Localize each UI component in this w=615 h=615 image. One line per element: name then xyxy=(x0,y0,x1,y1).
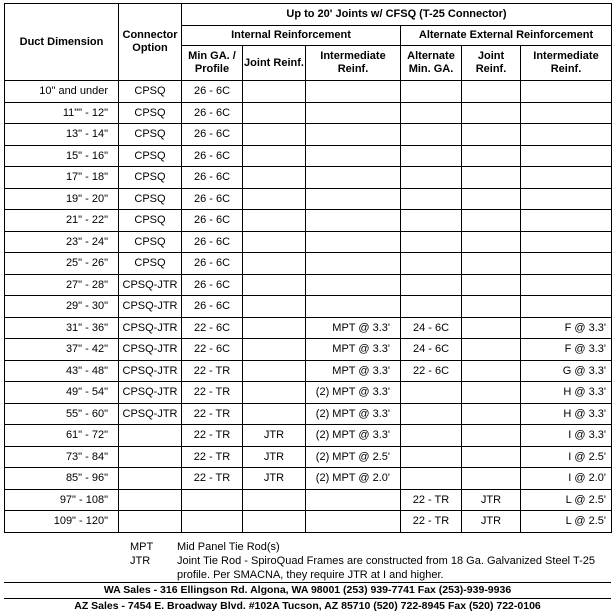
intermediate-reinf-cell xyxy=(306,511,401,533)
ext-joint-reinf-cell xyxy=(462,102,521,124)
ext-joint-reinf-cell xyxy=(462,339,521,361)
connector-option-header: Connector Option xyxy=(119,4,182,81)
intermediate-reinf-cell xyxy=(306,102,401,124)
duct-dimension-cell: 15" - 16" xyxy=(5,145,119,167)
min-ga-cell xyxy=(182,511,243,533)
table-row xyxy=(5,382,612,404)
duct-dimension-cell: 29" - 30" xyxy=(5,296,119,318)
ext-intermediate-reinf-cell xyxy=(521,274,612,296)
ext-intermediate-reinf-cell xyxy=(521,102,612,124)
min-ga-cell: 22 - TR xyxy=(182,468,243,490)
ext-intermediate-reinf-cell xyxy=(521,81,612,103)
connector-option-cell: CPSQ xyxy=(119,167,182,189)
intermediate-reinf-cell xyxy=(306,145,401,167)
connector-option-cell: CPSQ-JTR xyxy=(119,360,182,382)
joint-reinf-cell xyxy=(243,339,306,361)
ext-intermediate-reinf-cell xyxy=(521,253,612,275)
ext-joint-reinf-cell xyxy=(462,274,521,296)
intermediate-reinf-cell xyxy=(306,124,401,146)
ext-intermediate-reinf-cell: I @ 2.5' xyxy=(521,446,612,468)
intermediate-reinf-cell: (2) MPT @ 3.3' xyxy=(306,403,401,425)
ext-joint-reinf-cell xyxy=(462,382,521,404)
legend-item-jtr xyxy=(130,554,597,582)
external-reinforcement-header: Alternate External Reinforcement xyxy=(401,26,612,46)
ext-joint-reinf-cell xyxy=(462,167,521,189)
duct-dimension-cell: 23" - 24" xyxy=(5,231,119,253)
table-row xyxy=(5,339,612,361)
joint-reinf-cell xyxy=(243,489,306,511)
joint-reinf-cell xyxy=(243,296,306,318)
ext-intermediate-reinf-header: Intermediate Reinf. xyxy=(521,46,612,81)
intermediate-reinf-cell xyxy=(306,253,401,275)
ext-intermediate-reinf-cell xyxy=(521,210,612,232)
legend-desc: Joint Tie Rod - SpiroQuad Frames are constructed from 18 Ga. Galvanized Steel T-25 profile. Per SMACNA, they require JTR at I and higher. xyxy=(177,555,595,581)
min-ga-cell: 22 - TR xyxy=(182,446,243,468)
min-ga-cell: 22 - TR xyxy=(182,425,243,447)
intermediate-reinf-header: Intermediate Reinf. xyxy=(306,46,401,81)
joint-reinf-cell xyxy=(243,382,306,404)
ext-joint-reinf-cell xyxy=(462,317,521,339)
joint-reinf-cell xyxy=(243,511,306,533)
joint-reinf-cell: JTR xyxy=(243,446,306,468)
connector-option-cell: CPSQ xyxy=(119,231,182,253)
legend-abbr: JTR xyxy=(130,555,151,567)
connector-option-cell xyxy=(119,511,182,533)
ext-intermediate-reinf-cell xyxy=(521,124,612,146)
table-body xyxy=(5,81,612,533)
table-row xyxy=(5,317,612,339)
joint-reinf-cell xyxy=(243,360,306,382)
intermediate-reinf-cell xyxy=(306,231,401,253)
ext-joint-reinf-cell xyxy=(462,253,521,275)
alt-min-ga-cell xyxy=(401,274,462,296)
joint-reinf-cell xyxy=(243,167,306,189)
ext-joint-reinf-cell xyxy=(462,425,521,447)
ext-joint-reinf-cell: JTR xyxy=(462,489,521,511)
ext-joint-reinf-cell xyxy=(462,188,521,210)
intermediate-reinf-cell xyxy=(306,81,401,103)
duct-dimension-cell: 55" - 60" xyxy=(5,403,119,425)
connector-option-cell xyxy=(119,446,182,468)
alt-min-ga-header: Alternate Min. GA. xyxy=(401,46,462,81)
connector-option-cell: CPSQ-JTR xyxy=(119,339,182,361)
ext-intermediate-reinf-cell: I @ 3.3' xyxy=(521,425,612,447)
alt-min-ga-cell: 22 - TR xyxy=(401,489,462,511)
min-ga-cell: 22 - TR xyxy=(182,403,243,425)
intermediate-reinf-cell xyxy=(306,167,401,189)
duct-dimension-cell: 109" - 120" xyxy=(5,511,119,533)
table-row xyxy=(5,81,612,103)
joint-reinf-cell: JTR xyxy=(243,468,306,490)
alt-min-ga-cell xyxy=(401,167,462,189)
alt-min-ga-cell xyxy=(401,296,462,318)
alt-min-ga-cell xyxy=(401,124,462,146)
joint-reinf-cell xyxy=(243,124,306,146)
alt-min-ga-cell xyxy=(401,425,462,447)
duct-dimension-cell: 11"" - 12" xyxy=(5,102,119,124)
alt-min-ga-cell xyxy=(401,468,462,490)
duct-dimension-cell: 43" - 48" xyxy=(5,360,119,382)
connector-option-cell: CPSQ-JTR xyxy=(119,296,182,318)
duct-dimension-cell: 21" - 22" xyxy=(5,210,119,232)
min-ga-cell: 26 - 6C xyxy=(182,167,243,189)
ext-intermediate-reinf-cell: H @ 3.3' xyxy=(521,382,612,404)
min-ga-cell: 22 - 6C xyxy=(182,317,243,339)
alt-min-ga-cell xyxy=(401,231,462,253)
intermediate-reinf-cell: MPT @ 3.3' xyxy=(306,360,401,382)
table-row xyxy=(5,167,612,189)
table-row xyxy=(5,231,612,253)
table-row xyxy=(5,102,612,124)
connector-option-cell: CPSQ xyxy=(119,210,182,232)
alt-min-ga-cell: 22 - TR xyxy=(401,511,462,533)
table-row xyxy=(5,124,612,146)
duct-dimension-cell: 97" - 108" xyxy=(5,489,119,511)
group-title-header: Up to 20' Joints w/ CFSQ (T-25 Connector) xyxy=(182,4,612,26)
alt-min-ga-cell: 24 - 6C xyxy=(401,317,462,339)
table-row xyxy=(5,210,612,232)
min-ga-cell: 22 - TR xyxy=(182,382,243,404)
intermediate-reinf-cell: MPT @ 3.3' xyxy=(306,339,401,361)
ext-intermediate-reinf-cell: G @ 3.3' xyxy=(521,360,612,382)
duct-dimension-cell: 19" - 20" xyxy=(5,188,119,210)
ext-intermediate-reinf-cell: F @ 3.3' xyxy=(521,317,612,339)
duct-dimension-cell: 37" - 42" xyxy=(5,339,119,361)
duct-dimension-cell: 13" - 14" xyxy=(5,124,119,146)
ext-joint-reinf-cell xyxy=(462,468,521,490)
connector-option-cell xyxy=(119,425,182,447)
alt-min-ga-cell xyxy=(401,81,462,103)
alt-min-ga-cell xyxy=(401,102,462,124)
min-ga-cell: 26 - 6C xyxy=(182,210,243,232)
duct-dimension-header: Duct Dimension xyxy=(5,4,119,81)
reinforcement-table xyxy=(4,3,612,533)
table-row xyxy=(5,296,612,318)
intermediate-reinf-cell xyxy=(306,296,401,318)
connector-option-cell: CPSQ xyxy=(119,102,182,124)
footer-az-sales: AZ Sales - 7454 E. Broadway Blvd. #102A Tucson, AZ 85710 (520) 722-8945 Fax (520) 722-0106 xyxy=(4,598,611,612)
intermediate-reinf-cell: MPT @ 3.3' xyxy=(306,317,401,339)
min-ga-cell: 26 - 6C xyxy=(182,274,243,296)
joint-reinf-cell xyxy=(243,145,306,167)
min-ga-cell xyxy=(182,489,243,511)
connector-option-cell: CPSQ xyxy=(119,253,182,275)
ext-joint-reinf-cell xyxy=(462,296,521,318)
table-row xyxy=(5,446,612,468)
min-ga-profile-header: Min GA. / Profile xyxy=(182,46,243,81)
alt-min-ga-cell xyxy=(401,188,462,210)
min-ga-cell: 26 - 6C xyxy=(182,124,243,146)
ext-joint-reinf-cell xyxy=(462,360,521,382)
duct-dimension-cell: 25" - 26" xyxy=(5,253,119,275)
ext-intermediate-reinf-cell: L @ 2.5' xyxy=(521,511,612,533)
intermediate-reinf-cell: (2) MPT @ 2.5' xyxy=(306,446,401,468)
ext-intermediate-reinf-cell xyxy=(521,167,612,189)
intermediate-reinf-cell xyxy=(306,489,401,511)
duct-dimension-cell: 10" and under xyxy=(5,81,119,103)
duct-dimension-cell: 85" - 96" xyxy=(5,468,119,490)
ext-intermediate-reinf-cell xyxy=(521,145,612,167)
ext-joint-reinf-cell xyxy=(462,231,521,253)
connector-option-cell xyxy=(119,468,182,490)
ext-joint-reinf-cell xyxy=(462,81,521,103)
intermediate-reinf-cell: (2) MPT @ 2.0' xyxy=(306,468,401,490)
table-row xyxy=(5,253,612,275)
ext-joint-reinf-cell xyxy=(462,124,521,146)
ext-intermediate-reinf-cell: H @ 3.3' xyxy=(521,403,612,425)
ext-intermediate-reinf-cell: L @ 2.5' xyxy=(521,489,612,511)
min-ga-cell: 26 - 6C xyxy=(182,145,243,167)
joint-reinf-cell xyxy=(243,210,306,232)
ext-joint-reinf-header: Joint Reinf. xyxy=(462,46,521,81)
table-row xyxy=(5,425,612,447)
legend-abbr: MPT xyxy=(130,541,154,553)
joint-reinf-header: Joint Reinf. xyxy=(243,46,306,81)
intermediate-reinf-cell: (2) MPT @ 3.3' xyxy=(306,382,401,404)
min-ga-cell: 26 - 6C xyxy=(182,102,243,124)
connector-option-cell: CPSQ xyxy=(119,188,182,210)
duct-dimension-cell: 27" - 28" xyxy=(5,274,119,296)
ext-intermediate-reinf-cell: F @ 3.3' xyxy=(521,339,612,361)
duct-dimension-cell: 49" - 54" xyxy=(5,382,119,404)
alt-min-ga-cell xyxy=(401,446,462,468)
table-row xyxy=(5,360,612,382)
legend-item-mpt xyxy=(130,540,597,554)
footer-wa-sales: WA Sales - 316 Ellingson Rd. Algona, WA 98001 (253) 939-7741 Fax (253)-939-9936 xyxy=(4,582,611,596)
alt-min-ga-cell xyxy=(401,382,462,404)
legend xyxy=(130,540,597,582)
joint-reinf-cell xyxy=(243,403,306,425)
joint-reinf-cell: JTR xyxy=(243,425,306,447)
intermediate-reinf-cell: (2) MPT @ 3.3' xyxy=(306,425,401,447)
joint-reinf-cell xyxy=(243,317,306,339)
legend-desc: Mid Panel Tie Rod(s) xyxy=(177,541,280,553)
alt-min-ga-cell xyxy=(401,253,462,275)
alt-min-ga-cell xyxy=(401,145,462,167)
connector-option-cell: CPSQ-JTR xyxy=(119,274,182,296)
table-row xyxy=(5,511,612,533)
joint-reinf-cell xyxy=(243,231,306,253)
duct-dimension-cell: 73" - 84" xyxy=(5,446,119,468)
alt-min-ga-cell xyxy=(401,403,462,425)
ext-intermediate-reinf-cell xyxy=(521,296,612,318)
ext-intermediate-reinf-cell xyxy=(521,188,612,210)
alt-min-ga-cell: 24 - 6C xyxy=(401,339,462,361)
connector-option-cell: CPSQ-JTR xyxy=(119,382,182,404)
table-row xyxy=(5,145,612,167)
connector-option-cell: CPSQ-JTR xyxy=(119,317,182,339)
min-ga-cell: 26 - 6C xyxy=(182,188,243,210)
joint-reinf-cell xyxy=(243,253,306,275)
table-row xyxy=(5,489,612,511)
connector-option-cell xyxy=(119,489,182,511)
internal-reinforcement-header: Internal Reinforcement xyxy=(182,26,401,46)
duct-dimension-cell: 31" - 36" xyxy=(5,317,119,339)
connector-option-cell: CPSQ-JTR xyxy=(119,403,182,425)
min-ga-cell: 26 - 6C xyxy=(182,296,243,318)
min-ga-cell: 26 - 6C xyxy=(182,231,243,253)
min-ga-cell: 22 - 6C xyxy=(182,339,243,361)
ext-joint-reinf-cell: JTR xyxy=(462,511,521,533)
duct-dimension-cell: 61" - 72" xyxy=(5,425,119,447)
joint-reinf-cell xyxy=(243,188,306,210)
ext-joint-reinf-cell xyxy=(462,446,521,468)
min-ga-cell: 26 - 6C xyxy=(182,81,243,103)
ext-joint-reinf-cell xyxy=(462,403,521,425)
joint-reinf-cell xyxy=(243,274,306,296)
intermediate-reinf-cell xyxy=(306,188,401,210)
table-row xyxy=(5,403,612,425)
joint-reinf-cell xyxy=(243,102,306,124)
intermediate-reinf-cell xyxy=(306,274,401,296)
intermediate-reinf-cell xyxy=(306,210,401,232)
connector-option-cell: CPSQ xyxy=(119,124,182,146)
table-row xyxy=(5,274,612,296)
min-ga-cell: 22 - TR xyxy=(182,360,243,382)
connector-option-cell: CPSQ xyxy=(119,145,182,167)
ext-intermediate-reinf-cell xyxy=(521,231,612,253)
connector-option-cell: CPSQ xyxy=(119,81,182,103)
joint-reinf-cell xyxy=(243,81,306,103)
alt-min-ga-cell xyxy=(401,210,462,232)
ext-joint-reinf-cell xyxy=(462,210,521,232)
ext-joint-reinf-cell xyxy=(462,145,521,167)
ext-intermediate-reinf-cell: I @ 2.0' xyxy=(521,468,612,490)
table-row xyxy=(5,188,612,210)
min-ga-cell: 26 - 6C xyxy=(182,253,243,275)
table-row xyxy=(5,468,612,490)
duct-dimension-cell: 17" - 18" xyxy=(5,167,119,189)
alt-min-ga-cell: 22 - 6C xyxy=(401,360,462,382)
